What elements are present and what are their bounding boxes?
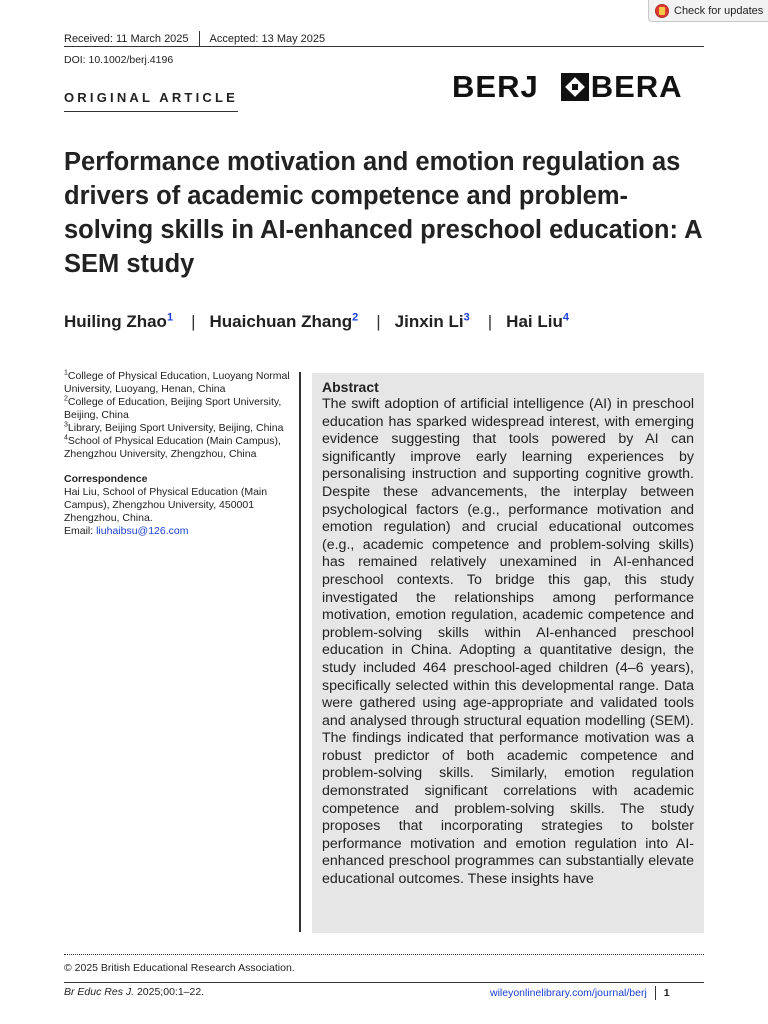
check-for-updates-button[interactable]	[648, 0, 768, 22]
footer-dotted-rule	[64, 954, 704, 955]
author[interactable]: Huiling Zhao$^1$	[64, 311, 174, 331]
affiliation-item: $^2$College of Education, Beijing Sport University, Beijing, China	[64, 395, 282, 421]
author[interactable]: Jinxin Li$^3$	[394, 311, 470, 331]
journal-logos	[452, 70, 683, 104]
journal-link[interactable]: wileyonlinelibrary.com/journal/berj	[490, 987, 647, 999]
footer-divider	[655, 986, 656, 1000]
article-title: Performance motivation and emotion regulation as drivers of academic competence and problem-solving skills in AI-enhanced preschool education: A SEM study	[64, 148, 702, 278]
abstract-text: The swift adoption of artificial intelligence (AI) in preschool education has sparked widespread interest, with emerging evidence suggesting that tools powered by AI can significantly improve early learning experiences by personalising instruction and supporting cognitive growth. Despite these advancements, the interplay between psychological factors (e.g., performance motivation and emotion regulation) and crucial educational outcomes (e.g., academic competence and problem-solving skills) has remained relatively unexamined in AI-enhanced preschool contexts. To bridge this gap, this study investigated the relationships among performance motivation, emotion regulation, academic competence and problem-solving skills within AI-enhanced preschool education in China. Adopting a quantitative design, the study included 464 preschool-aged children (4–6 years), specifically selected within this developmental range. Data were gathered using age-appropriate and validated tools and analysed through structural equation modelling (SEM). The findings indicated that performance motivation was a robust predictor of both academic competence and problem-solving skills. Similarly, emotion regulation demonstrated significant correlations with academic competence and problem-solving skills. The study proposes that incorporating strategies to bolster performance motivation and emotion regulation into AI-enhanced preschool programmes can substantially elevate educational outcomes. These insights have	[322, 396, 694, 888]
berj-logo: BERJ	[452, 69, 539, 104]
date-divider	[199, 31, 200, 47]
header-rule	[64, 46, 704, 47]
author-list	[64, 312, 569, 332]
bera-logo	[561, 69, 683, 105]
abstract-heading: Abstract	[322, 379, 379, 395]
abstract-box	[312, 373, 704, 933]
author-separator: |	[487, 312, 493, 331]
affiliation-item: $^4$School of Physical Education (Main Campus), Zhengzhou University, Zhengzhou, China	[64, 434, 281, 460]
author-separator: |	[191, 312, 196, 331]
citation: Br Educ Res J. 2025;00:1–22.	[64, 986, 205, 998]
correspondence-heading: Correspondence	[64, 473, 148, 485]
check-for-updates-label: Check for updates	[674, 4, 764, 17]
author[interactable]: Huaichuan Zhang$^2$	[209, 311, 359, 331]
affiliations	[64, 370, 294, 538]
email-link[interactable]: liuhaibsu@126.com	[96, 525, 189, 537]
affiliation-item: $^3$Library, Beijing Sport University, Beijing, China	[64, 421, 284, 434]
correspondence-text: Hai Liu, School of Physical Education (Main Campus), Zhengzhou University, 450001 Zhengzhou, China.	[64, 486, 268, 524]
doi: DOI: 10.1002/berj.4196	[64, 54, 174, 66]
affiliation-item: $^1$College of Physical Education, Luoyang Normal University, Luoyang, Henan, China	[64, 369, 290, 395]
bera-logo-text: BERA	[590, 69, 683, 104]
author-separator: |	[376, 312, 381, 331]
footer-rule	[64, 982, 704, 983]
accepted-date: Accepted: 13 May 2025	[209, 33, 326, 45]
bera-emblem-icon	[561, 73, 589, 101]
copyright: © 2025 British Educational Research Association.	[64, 962, 295, 974]
article-type: ORIGINAL ARTICLE	[64, 90, 238, 112]
column-divider	[299, 372, 301, 932]
correspondence-email: Email: liuhaibsu@126.com	[64, 525, 189, 537]
author[interactable]: Hai Liu$^4$	[506, 311, 569, 331]
received-date: Received: 11 March 2025	[64, 33, 189, 45]
footer-right	[490, 986, 670, 1000]
page-number: 1	[663, 987, 670, 999]
crossmark-icon	[655, 4, 669, 18]
article-dates	[64, 31, 325, 47]
